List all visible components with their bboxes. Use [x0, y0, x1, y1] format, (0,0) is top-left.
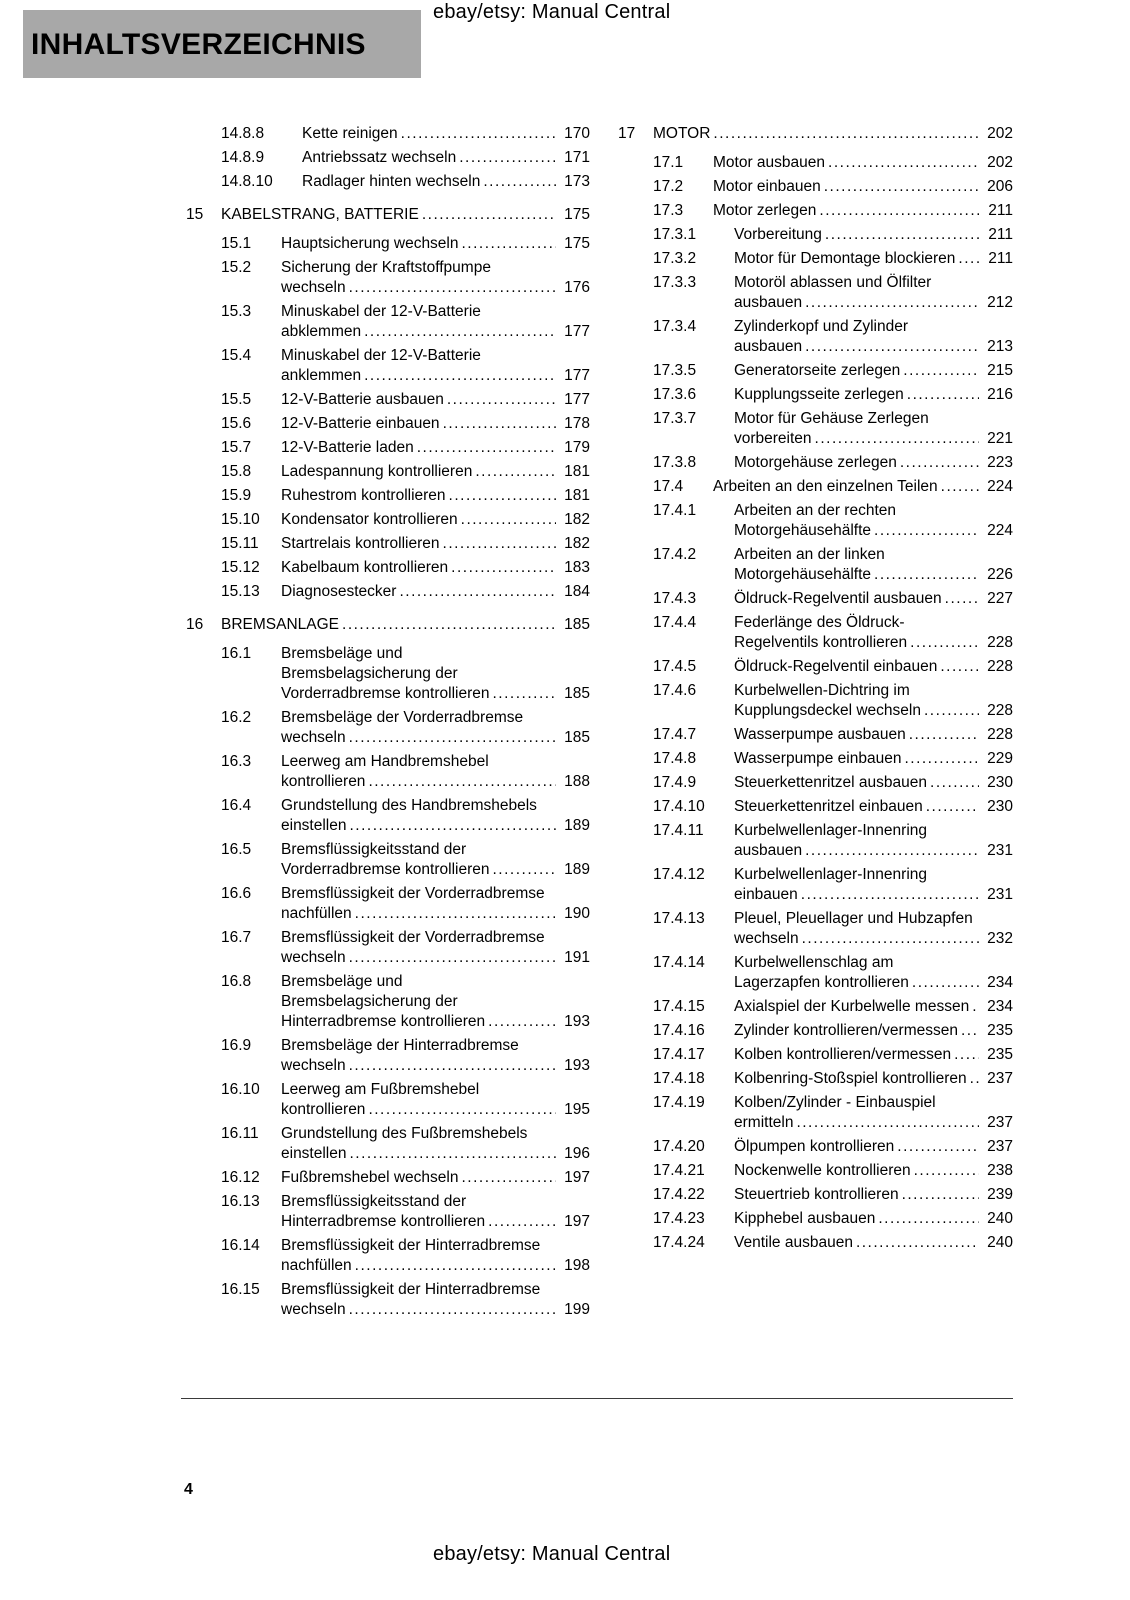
toc-entry-page: 190: [564, 905, 590, 922]
toc-chapter-entry: [618, 124, 1013, 144]
toc-entry-number: 17.4.21: [653, 1162, 705, 1179]
toc-entry-page: 228: [987, 726, 1013, 743]
toc-entry-number: 17.4.8: [653, 750, 697, 767]
toc-entry: [186, 1236, 590, 1276]
toc-entry-number: 17.3: [653, 202, 684, 219]
toc-entry-title: Fußbremshebel wechseln .....: [281, 1168, 556, 1188]
toc-entry: [186, 148, 590, 168]
toc-entry: [186, 752, 590, 792]
toc-entry-title: Kolbenring-Stoßspiel kontrollieren .....: [734, 1069, 979, 1089]
toc-entry: [618, 1209, 1013, 1229]
table-of-contents: [186, 124, 1013, 1324]
toc-entry: [186, 390, 590, 410]
toc-entry-title: MOTOR .....: [653, 124, 979, 144]
toc-entry-number: 14.8.10: [221, 173, 273, 190]
toc-entry: [186, 302, 590, 342]
toc-entry-number: 17.4.4: [653, 614, 697, 631]
toc-entry-title: Startrelais kontrollieren .....: [281, 534, 556, 554]
toc-entry: [618, 953, 1013, 993]
toc-entry-title: Motor ausbauen .....: [713, 153, 979, 173]
toc-entry-page: 181: [564, 487, 590, 504]
toc-entry-page: 228: [987, 702, 1013, 719]
toc-entry-number: 17.4.18: [653, 1070, 705, 1087]
toc-entry: [618, 657, 1013, 677]
toc-entry-number: 17.4.13: [653, 910, 705, 927]
toc-entry: [186, 1168, 590, 1188]
toc-entry-title: Kette reinigen .....: [302, 124, 556, 144]
toc-entry-page: 228: [987, 634, 1013, 651]
toc-entry-title: Steuerkettenritzel einbauen .....: [734, 797, 979, 817]
toc-entry-number: 16.14: [221, 1237, 260, 1254]
toc-entry-number: 15.5: [221, 391, 252, 408]
footer-watermark: ebay/etsy: Manual Central: [433, 1543, 671, 1565]
toc-column-right: [618, 124, 1013, 1324]
toc-entry: [618, 1161, 1013, 1181]
toc-entry-page: 202: [987, 125, 1013, 142]
toc-entry-title: Steuerkettenritzel ausbauen .....: [734, 773, 979, 793]
toc-column-left: [186, 124, 590, 1324]
toc-entry-title: Minuskabel der 12-V-Batterie anklemmen .....: [281, 346, 556, 386]
toc-entry-number: 16.12: [221, 1169, 260, 1186]
toc-entry-number: 17.3.5: [653, 362, 697, 379]
toc-entry-page: 231: [987, 842, 1013, 859]
toc-entry-title: Diagnosestecker .....: [281, 582, 556, 602]
toc-entry-page: 237: [987, 1138, 1013, 1155]
toc-entry: [186, 1280, 590, 1320]
header-watermark: ebay/etsy: Manual Central: [433, 1, 671, 23]
toc-entry-title: Kolben kontrollieren/vermessen .....: [734, 1045, 979, 1065]
toc-entry-number: 14.8.9: [221, 149, 265, 166]
toc-entry: [186, 346, 590, 386]
toc-entry-page: 229: [987, 750, 1013, 767]
toc-entry-page: 197: [564, 1213, 590, 1230]
toc-entry-number: 17.4.1: [653, 502, 697, 519]
toc-entry-page: 173: [564, 173, 590, 190]
toc-entry-number: 16.3: [221, 753, 252, 770]
toc-entry-title: Motor einbauen .....: [713, 177, 979, 197]
toc-entry-number: 17.4.2: [653, 546, 697, 563]
toc-entry-number: 14.8.8: [221, 125, 265, 142]
toc-entry-page: 189: [564, 817, 590, 834]
toc-entry-page: 177: [564, 367, 590, 384]
toc-entry-page: 223: [987, 454, 1013, 471]
toc-entry: [618, 613, 1013, 653]
toc-entry-page: 197: [564, 1169, 590, 1186]
toc-chapter-entry: [186, 205, 590, 225]
toc-entry: [618, 1093, 1013, 1133]
toc-entry-page: 198: [564, 1257, 590, 1274]
toc-entry: [618, 153, 1013, 173]
toc-entry-page: 224: [987, 478, 1013, 495]
toc-entry-title: Bremsbeläge der Hinterradbremse wechseln .....: [281, 1036, 556, 1076]
toc-entry-number: 16.13: [221, 1193, 260, 1210]
toc-entry-number: 16.1: [221, 645, 252, 662]
toc-entry-title: Öldruck-Regelventil ausbauen .....: [734, 589, 979, 609]
toc-entry-title: Arbeiten an der rechten Motorgehäusehälfte .....: [734, 501, 979, 541]
toc-entry-number: 16.6: [221, 885, 252, 902]
toc-entry-number: 17.4.22: [653, 1186, 705, 1203]
toc-entry-page: 239: [987, 1186, 1013, 1203]
toc-entry: [186, 796, 590, 836]
toc-entry-page: 230: [987, 798, 1013, 815]
toc-entry-title: Hauptsicherung wechseln .....: [281, 234, 556, 254]
toc-entry-page: 189: [564, 861, 590, 878]
toc-entry: [186, 1192, 590, 1232]
toc-entry-number: 15.9: [221, 487, 252, 504]
toc-entry-title: Leerweg am Fußbremshebel kontrollieren .....: [281, 1080, 556, 1120]
toc-entry-number: 17.4.17: [653, 1046, 705, 1063]
toc-entry-number: 16.10: [221, 1081, 260, 1098]
toc-entry-page: 202: [987, 154, 1013, 171]
toc-entry-number: 17.4.9: [653, 774, 697, 791]
toc-entry-page: 224: [987, 522, 1013, 539]
toc-entry-page: 178: [564, 415, 590, 432]
toc-entry: [618, 317, 1013, 357]
toc-entry-title: Motor für Gehäuse Zerlegen vorbereiten .....: [734, 409, 979, 449]
toc-entry-number: 17.4.12: [653, 866, 705, 883]
toc-entry-title: Radlager hinten wechseln .....: [302, 172, 556, 192]
toc-entry-number: 16.11: [221, 1125, 259, 1142]
toc-entry-title: Kurbelwellenschlag am Lagerzapfen kontrollieren .....: [734, 953, 979, 993]
toc-entry-page: 185: [564, 616, 590, 633]
toc-entry: [618, 865, 1013, 905]
toc-entry-number: 17.4: [653, 478, 684, 495]
toc-entry-page: 237: [987, 1114, 1013, 1131]
toc-entry-number: 17.2: [653, 178, 684, 195]
toc-entry-number: 17.4.10: [653, 798, 705, 815]
footer-divider: [181, 1398, 1013, 1399]
toc-entry: [618, 545, 1013, 585]
toc-entry-title: Bremsflüssigkeit der Hinterradbremse wechseln .....: [281, 1280, 556, 1320]
toc-entry-page: 179: [564, 439, 590, 456]
toc-entry-title: Motorgehäuse zerlegen .....: [734, 453, 979, 473]
toc-entry: [186, 510, 590, 530]
toc-entry-number: 15.2: [221, 259, 252, 276]
toc-entry-title: Ölpumpen kontrollieren .....: [734, 1137, 979, 1157]
toc-entry: [186, 582, 590, 602]
toc-entry-title: Zylinder kontrollieren/vermessen .....: [734, 1021, 979, 1041]
toc-entry-title: Kolben/Zylinder - Einbauspiel ermitteln .....: [734, 1093, 979, 1133]
toc-entry: [618, 749, 1013, 769]
toc-entry-number: 15.7: [221, 439, 252, 456]
toc-entry-title: Kurbelwellenlager-Innenring einbauen .....: [734, 865, 979, 905]
toc-entry-page: 235: [987, 1022, 1013, 1039]
toc-entry-number: 17.3.4: [653, 318, 697, 335]
toc-entry-number: 17.3.8: [653, 454, 697, 471]
toc-entry-number: 16.15: [221, 1281, 260, 1298]
toc-entry-page: 226: [987, 566, 1013, 583]
toc-entry-number: 16.8: [221, 973, 252, 990]
toc-entry-number: 17.3.1: [653, 226, 697, 243]
page-title: INHALTSVERZEICHNIS: [31, 28, 366, 61]
toc-entry-title: Wasserpumpe ausbauen .....: [734, 725, 979, 745]
toc-entry-number: 15.4: [221, 347, 252, 364]
toc-entry-number: 17.4.6: [653, 682, 697, 699]
toc-entry-number: 15.3: [221, 303, 252, 320]
toc-entry-number: 16: [186, 616, 204, 633]
toc-entry: [186, 462, 590, 482]
toc-entry-number: 15: [186, 206, 204, 223]
toc-entry-number: 17.4.14: [653, 954, 705, 971]
toc-entry: [186, 534, 590, 554]
toc-entry-number: 17.4.19: [653, 1094, 705, 1111]
toc-entry-number: 17.4.11: [653, 822, 704, 839]
toc-entry: [618, 589, 1013, 609]
toc-entry: [186, 708, 590, 748]
toc-entry-title: Bremsbeläge und Bremsbelagsicherung der Hinterradbremse kontrollieren .....: [281, 972, 556, 1032]
toc-entry-page: 211: [988, 202, 1013, 219]
toc-entry-page: 182: [564, 535, 590, 552]
toc-entry-page: 193: [564, 1057, 590, 1074]
toc-entry: [186, 414, 590, 434]
toc-entry-title: Bremsflüssigkeitsstand der Hinterradbremse kontrollieren .....: [281, 1192, 556, 1232]
toc-entry-title: Arbeiten an der linken Motorgehäusehälfte .....: [734, 545, 979, 585]
toc-entry: [186, 972, 590, 1032]
toc-entry: [618, 409, 1013, 449]
toc-entry-page: 240: [987, 1210, 1013, 1227]
toc-entry: [618, 501, 1013, 541]
toc-entry: [618, 821, 1013, 861]
toc-entry: [186, 258, 590, 298]
toc-entry-title: 12-V-Batterie ausbauen .....: [281, 390, 556, 410]
toc-entry-title: Kurbelwellen-Dichtring im Kupplungsdeckel wechseln .....: [734, 681, 979, 721]
toc-entry-number: 16.9: [221, 1037, 252, 1054]
toc-entry-page: 195: [564, 1101, 590, 1118]
toc-entry-page: 212: [987, 294, 1013, 311]
toc-entry-page: 199: [564, 1301, 590, 1318]
toc-entry-title: Kabelbaum kontrollieren .....: [281, 558, 556, 578]
toc-entry: [186, 558, 590, 578]
toc-entry-page: 211: [988, 250, 1013, 267]
toc-entry-number: 17.4.16: [653, 1022, 705, 1039]
toc-entry-page: 206: [987, 178, 1013, 195]
toc-entry: [618, 1137, 1013, 1157]
toc-entry: [618, 1045, 1013, 1065]
toc-entry-page: 175: [564, 235, 590, 252]
toc-entry-number: 17.3.6: [653, 386, 697, 403]
toc-entry: [618, 453, 1013, 473]
toc-entry-number: 15.11: [221, 535, 259, 552]
toc-entry-number: 16.5: [221, 841, 252, 858]
toc-entry-title: Nockenwelle kontrollieren .....: [734, 1161, 979, 1181]
toc-entry-page: 232: [987, 930, 1013, 947]
toc-entry-page: 211: [988, 226, 1013, 243]
toc-entry-page: 170: [564, 125, 590, 142]
toc-entry-number: 17.4.3: [653, 590, 697, 607]
toc-entry-number: 17.4.24: [653, 1234, 705, 1251]
toc-entry-title: Axialspiel der Kurbelwelle messen .....: [734, 997, 979, 1017]
toc-entry-page: 196: [564, 1145, 590, 1162]
toc-entry-title: Federlänge des Öldruck-Regelventils kontrollieren .....: [734, 613, 979, 653]
toc-entry-page: 182: [564, 511, 590, 528]
toc-entry-title: Wasserpumpe einbauen .....: [734, 749, 979, 769]
toc-entry-page: 221: [987, 430, 1013, 447]
toc-entry-title: Antriebssatz wechseln .....: [302, 148, 556, 168]
toc-entry-title: Kurbelwellenlager-Innenring ausbauen .....: [734, 821, 979, 861]
toc-entry-title: Zylinderkopf und Zylinder ausbauen .....: [734, 317, 979, 357]
toc-entry-title: Kupplungsseite zerlegen .....: [734, 385, 979, 405]
toc-entry-number: 16.7: [221, 929, 252, 946]
toc-entry: [186, 124, 590, 144]
toc-entry-title: Arbeiten an den einzelnen Teilen .....: [713, 477, 979, 497]
toc-entry-title: Bremsflüssigkeit der Vorderradbremse wechseln .....: [281, 928, 556, 968]
toc-entry-number: 16.2: [221, 709, 252, 726]
toc-entry-title: Motoröl ablassen und Ölfilter ausbauen .....: [734, 273, 979, 313]
toc-entry-title: Vorbereitung .....: [734, 225, 979, 245]
toc-entry-number: 15.6: [221, 415, 252, 432]
toc-entry-title: Grundstellung des Fußbremshebels einstellen .....: [281, 1124, 556, 1164]
toc-entry: [618, 477, 1013, 497]
toc-entry-page: 238: [987, 1162, 1013, 1179]
toc-entry-number: 15.12: [221, 559, 260, 576]
toc-entry: [186, 928, 590, 968]
toc-entry-title: 12-V-Batterie einbauen .....: [281, 414, 556, 434]
page-number: 4: [184, 1481, 193, 1498]
toc-entry-title: Ladespannung kontrollieren .....: [281, 462, 556, 482]
toc-entry-number: 17.3.3: [653, 274, 697, 291]
toc-entry: [618, 361, 1013, 381]
toc-entry-number: 16.4: [221, 797, 252, 814]
toc-entry: [186, 234, 590, 254]
toc-entry-page: 234: [987, 974, 1013, 991]
toc-entry-page: 237: [987, 1070, 1013, 1087]
toc-entry-title: Motor zerlegen .....: [713, 201, 979, 221]
toc-entry-page: 193: [564, 1013, 590, 1030]
toc-entry-page: 181: [564, 463, 590, 480]
toc-entry-page: 184: [564, 583, 590, 600]
toc-entry: [618, 725, 1013, 745]
toc-entry-page: 213: [987, 338, 1013, 355]
toc-entry: [618, 1185, 1013, 1205]
toc-entry-title: Ruhestrom kontrollieren .....: [281, 486, 556, 506]
toc-entry-number: 17.4.20: [653, 1138, 705, 1155]
toc-entry: [618, 909, 1013, 949]
toc-entry: [618, 773, 1013, 793]
toc-entry: [618, 177, 1013, 197]
toc-entry: [618, 797, 1013, 817]
toc-entry-number: 17.3.7: [653, 410, 697, 427]
toc-entry-page: 231: [987, 886, 1013, 903]
toc-entry: [618, 1233, 1013, 1253]
toc-entry-title: Leerweg am Handbremshebel kontrollieren .....: [281, 752, 556, 792]
toc-entry-title: Steuertrieb kontrollieren .....: [734, 1185, 979, 1205]
toc-entry: [186, 172, 590, 192]
toc-entry-title: Minuskabel der 12-V-Batterie abklemmen .....: [281, 302, 556, 342]
toc-entry-title: Grundstellung des Handbremshebels einstellen .....: [281, 796, 556, 836]
toc-entry-title: Motor für Demontage blockieren .....: [734, 249, 979, 269]
toc-entry-number: 17.1: [653, 154, 684, 171]
toc-entry-title: Kipphebel ausbauen .....: [734, 1209, 979, 1229]
toc-entry-number: 17.4.5: [653, 658, 697, 675]
toc-entry-page: 177: [564, 391, 590, 408]
toc-entry: [186, 1080, 590, 1120]
toc-entry-number: 17: [618, 125, 636, 142]
toc-entry-page: 240: [987, 1234, 1013, 1251]
toc-entry-title: KABELSTRANG, BATTERIE .....: [221, 205, 556, 225]
toc-entry: [618, 273, 1013, 313]
toc-entry: [618, 249, 1013, 269]
toc-entry-page: 191: [564, 949, 590, 966]
toc-entry-number: 17.3.2: [653, 250, 697, 267]
toc-entry-title: Sicherung der Kraftstoffpumpe wechseln .....: [281, 258, 556, 298]
toc-entry: [618, 1069, 1013, 1089]
toc-entry-title: Generatorseite zerlegen .....: [734, 361, 979, 381]
toc-entry-title: Ventile ausbauen .....: [734, 1233, 979, 1253]
toc-entry-page: 175: [564, 206, 590, 223]
toc-entry: [186, 1036, 590, 1076]
page-title-box: [23, 10, 421, 78]
toc-entry-title: BREMSANLAGE .....: [221, 615, 556, 635]
toc-entry: [618, 681, 1013, 721]
toc-entry-page: 183: [564, 559, 590, 576]
toc-entry-page: 176: [564, 279, 590, 296]
toc-entry-page: 228: [987, 658, 1013, 675]
toc-entry-title: Bremsflüssigkeitsstand der Vorderradbremse kontrollieren .....: [281, 840, 556, 880]
toc-entry-page: 185: [564, 685, 590, 702]
toc-entry-title: Bremsbeläge der Vorderradbremse wechseln .....: [281, 708, 556, 748]
toc-entry-title: Bremsbeläge und Bremsbelagsicherung der Vorderradbremse kontrollieren .....: [281, 644, 556, 704]
toc-entry-page: 171: [564, 149, 590, 166]
toc-entry-number: 17.4.15: [653, 998, 705, 1015]
toc-entry: [186, 644, 590, 704]
toc-entry-page: 235: [987, 1046, 1013, 1063]
toc-entry-page: 227: [987, 590, 1013, 607]
toc-entry: [618, 225, 1013, 245]
toc-entry-number: 15.10: [221, 511, 260, 528]
toc-entry-title: Pleuel, Pleuellager und Hubzapfen wechseln .....: [734, 909, 979, 949]
toc-entry-number: 17.4.7: [653, 726, 697, 743]
toc-entry-page: 177: [564, 323, 590, 340]
toc-entry-title: Bremsflüssigkeit der Hinterradbremse nachfüllen .....: [281, 1236, 556, 1276]
toc-entry-number: 17.4.23: [653, 1210, 705, 1227]
toc-entry-title: Bremsflüssigkeit der Vorderradbremse nachfüllen .....: [281, 884, 556, 924]
toc-entry: [186, 884, 590, 924]
toc-entry-page: 216: [987, 386, 1013, 403]
toc-entry: [186, 438, 590, 458]
toc-entry: [186, 1124, 590, 1164]
toc-entry-title: Öldruck-Regelventil einbauen .....: [734, 657, 979, 677]
toc-entry: [618, 1021, 1013, 1041]
toc-entry-page: 234: [987, 998, 1013, 1015]
toc-entry-page: 215: [987, 362, 1013, 379]
toc-entry-page: 188: [564, 773, 590, 790]
toc-entry-title: 12-V-Batterie laden .....: [281, 438, 556, 458]
toc-entry-page: 230: [987, 774, 1013, 791]
toc-entry-page: 185: [564, 729, 590, 746]
toc-chapter-entry: [186, 615, 590, 635]
toc-entry: [186, 486, 590, 506]
toc-entry-number: 15.13: [221, 583, 260, 600]
toc-entry: [618, 201, 1013, 221]
toc-entry: [186, 840, 590, 880]
toc-entry-number: 15.8: [221, 463, 252, 480]
toc-entry-title: Kondensator kontrollieren .....: [281, 510, 556, 530]
toc-entry: [618, 997, 1013, 1017]
toc-entry: [618, 385, 1013, 405]
toc-entry-number: 15.1: [221, 235, 252, 252]
